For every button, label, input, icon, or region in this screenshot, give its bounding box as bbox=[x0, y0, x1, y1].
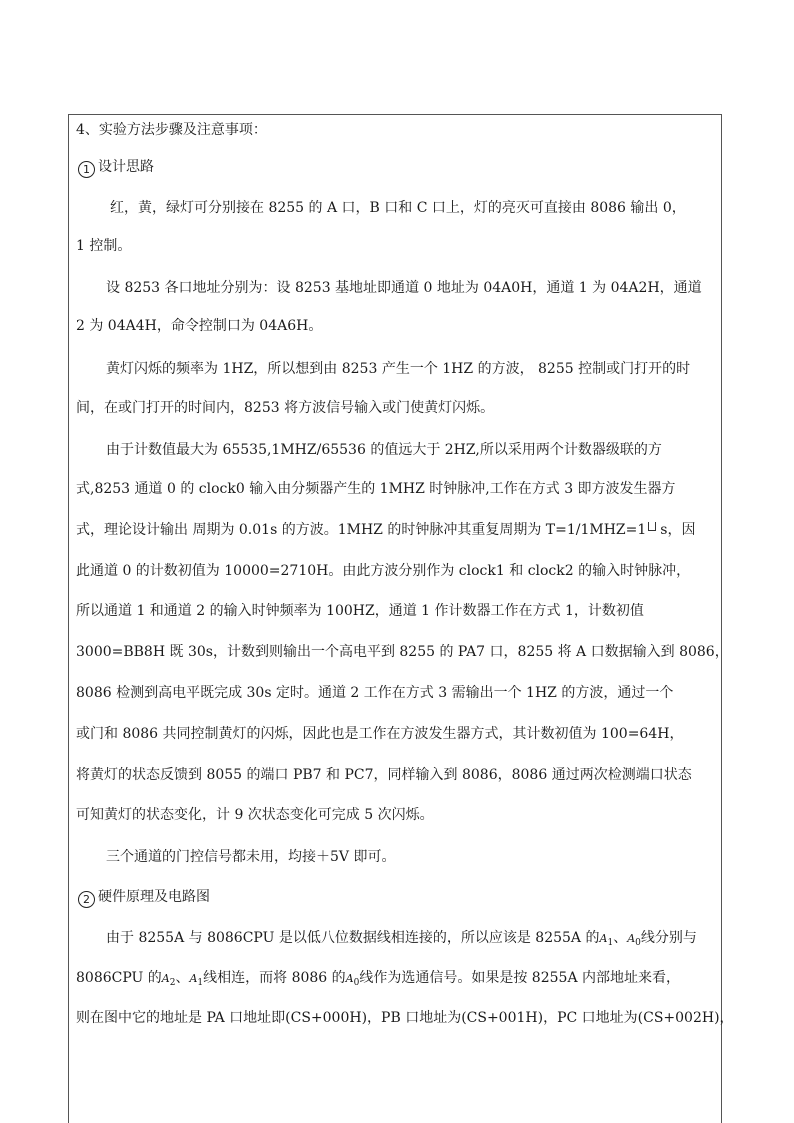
para-line-text: s，因 bbox=[660, 522, 696, 538]
para-line: 则在图中它的地址是 PA 口地址即(CS+000H)，PB 口地址为(CS+001H)，PC 口地址为(CS+002H)， bbox=[76, 1010, 734, 1026]
para-line: 3000=BB8H 既 30s，计数到则输出一个高电平到 8255 的 PA7 口，8255 将 A 口数据输入到 8086， bbox=[76, 644, 729, 660]
address-line-symbol: A bbox=[345, 972, 354, 985]
unknown-glyph-box bbox=[648, 522, 656, 531]
para-line: 1 控制。 bbox=[76, 238, 132, 254]
separator: 、 bbox=[175, 970, 190, 986]
para-line: 8086 检测到高电平既完成 30s 定时。通道 2 工作在方式 3 需输出一个 1HZ 的方波，通过一个 bbox=[76, 685, 674, 701]
subsection-hardware-title: 硬件原理及电路图 bbox=[98, 889, 210, 905]
para-line: 间，在或门打开的时间内，8253 将方波信号输入或门使黄灯闪烁。 bbox=[76, 400, 495, 416]
address-line-subscript: 2 bbox=[169, 978, 176, 988]
address-line-subscript: 1 bbox=[197, 978, 204, 988]
para-line-text: 式，理论设计输出 周期为 0.01s 的方波。1MHZ 的时钟脉冲其重复周期为 T=1/1MHZ=1 bbox=[76, 522, 647, 538]
para-line: 设 8253 各口地址分别为：设 8253 基地址即通道 0 地址为 04A0H，通道 1 为 04A2H，通道 bbox=[106, 280, 702, 296]
address-line-symbol: A bbox=[189, 972, 198, 985]
para-line: 或门和 8086 共同控制黄灯的闪烁，因此也是工作在方波发生器方式，其计数初值为 100=64H， bbox=[76, 726, 684, 742]
section-title: 4、实验方法步骤及注意事项： bbox=[76, 122, 267, 138]
para-line: 将黄灯的状态反馈到 8055 的端口 PB7 和 PC7，同样输入到 8086，8086 通过两次检测端口状态 bbox=[76, 767, 692, 783]
address-line-subscript: 0 bbox=[635, 938, 641, 948]
address-line-symbol: A bbox=[161, 972, 170, 985]
para-line: 式,8253 通道 0 的 clock0 输入由分频器产生的 1MHZ 时钟脉冲,工作在方式 3 即方波发生器方 bbox=[76, 481, 676, 497]
para-line-text: 8086CPU 的 bbox=[76, 970, 162, 986]
address-line-symbol: A bbox=[627, 932, 636, 945]
para-line bbox=[76, 970, 680, 991]
para-line-text: 线分别与 bbox=[640, 930, 697, 946]
para-line-text: 线作为选通信号。如果是按 8255A 内部地址来看， bbox=[359, 970, 680, 986]
subsection-design-title: 设计思路 bbox=[98, 159, 154, 175]
address-line-subscript: 1 bbox=[607, 938, 614, 948]
subsection-hardware-heading bbox=[78, 889, 210, 908]
para-line bbox=[76, 522, 695, 538]
para-line: 三个通道的门控信号都未用，均接＋5V 即可。 bbox=[106, 849, 396, 865]
para-line: 红，黄，绿灯可分别接在 8255 的 A 口，B 口和 C 口上，灯的亮灭可直接由 8086 输出 0， bbox=[110, 200, 686, 216]
address-line-symbol: A bbox=[599, 932, 608, 945]
para-line: 此通道 0 的计数初值为 10000=2710H。由此方波分别作为 clock1 和 clock2 的输入时钟脉冲， bbox=[76, 563, 691, 579]
separator: 、 bbox=[613, 930, 628, 946]
circled-number-2: 2 bbox=[78, 891, 95, 908]
subsection-design-heading bbox=[78, 159, 154, 178]
para-line: 所以通道 1 和通道 2 的输入时钟频率为 100HZ，通道 1 作计数器工作在方式 1，计数初值 bbox=[76, 603, 644, 619]
address-line-subscript: 0 bbox=[353, 978, 360, 988]
para-line: 可知黄灯的状态变化，计 9 次状态变化可完成 5 次闪烁。 bbox=[76, 807, 434, 823]
para-line-text: 由于 8255A 与 8086CPU 是以低八位数据线相连接的，所以应该是 8255A 的 bbox=[106, 930, 600, 946]
circled-number-1: 1 bbox=[78, 161, 95, 178]
para-line: 2 为 04A4H，命令控制口为 04A6H。 bbox=[76, 318, 323, 334]
para-line bbox=[106, 930, 697, 951]
para-line: 黄灯闪烁的频率为 1HZ，所以想到由 8253 产生一个 1HZ 的方波， 8255 控制或门打开的时 bbox=[106, 361, 691, 377]
para-line: 由于计数值最大为 65535,1MHZ/65536 的值远大于 2HZ,所以采用两个计数器级联的方 bbox=[106, 442, 662, 458]
para-line-text: 线相连，而将 8086 的 bbox=[203, 970, 346, 986]
